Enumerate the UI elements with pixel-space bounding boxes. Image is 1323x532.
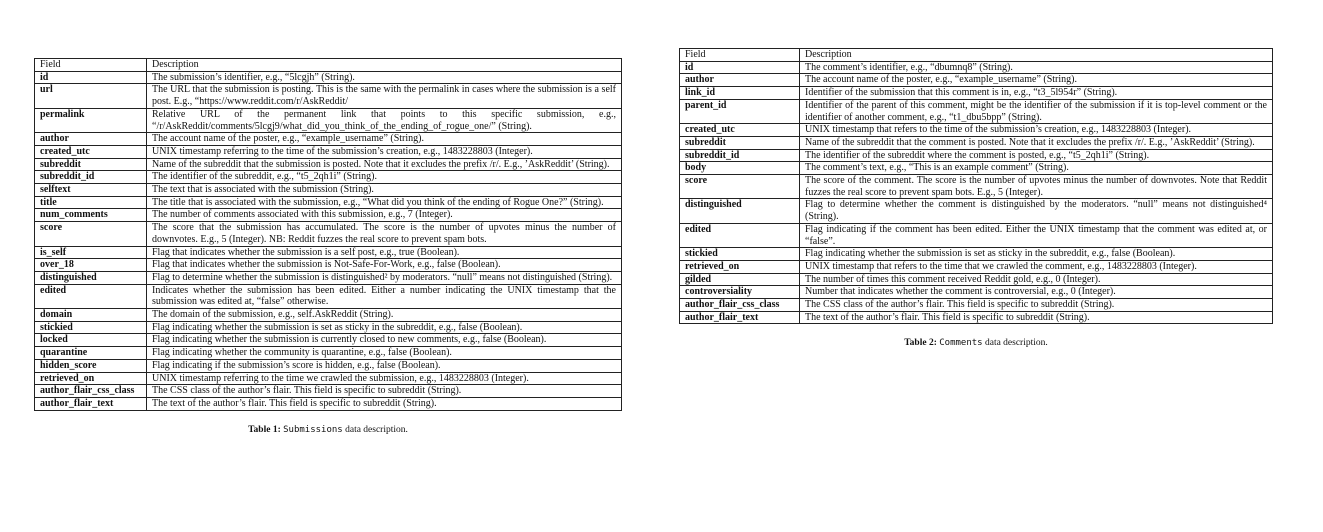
field-name-cell: score [680, 175, 800, 199]
field-name-cell: edited [35, 284, 147, 308]
table-row [35, 309, 622, 322]
field-description-cell: The number of comments associated with this submission, e.g., 7 (Integer). [147, 209, 622, 222]
table-row [680, 223, 1273, 247]
table-row [35, 359, 622, 372]
field-name-cell: hidden_score [35, 359, 147, 372]
table-row [35, 321, 622, 334]
field-name-cell: distinguished [35, 271, 147, 284]
table-row [680, 87, 1273, 100]
table-row [35, 334, 622, 347]
field-name-cell: author_flair_text [680, 311, 800, 324]
field-name-cell: id [680, 61, 800, 74]
column-header-description: Description [800, 49, 1273, 62]
table-row [680, 99, 1273, 123]
table-row [35, 171, 622, 184]
table-row [680, 299, 1273, 312]
field-name-cell: retrieved_on [680, 260, 800, 273]
table-row [680, 260, 1273, 273]
field-name-cell: parent_id [680, 99, 800, 123]
table-row [35, 133, 622, 146]
table-row [35, 284, 622, 308]
table1-caption-mono: Submissions [283, 424, 343, 435]
field-name-cell: author [680, 74, 800, 87]
field-description-cell: Flag to determine whether the submission is distinguished² by moderators. “null” means not distinguished (String). [147, 271, 622, 284]
table-row [35, 184, 622, 197]
table-row [680, 136, 1273, 149]
field-description-cell: The submission’s identifier, e.g., “5lcgjh” (String). [147, 71, 622, 84]
field-description-cell: The score that the submission has accumulated. The score is the number of upvotes minus the number of downvotes. E.g., 5 (Integer). NB: Reddit fuzzes the real score to prevent spam bots. [147, 222, 622, 246]
field-description-cell: The text of the author’s flair. This field is specific to subreddit (String). [800, 311, 1273, 324]
field-description-cell: Flag indicating if the comment has been edited. Either the UNIX timestamp that the comment was edited at, or “false”. [800, 223, 1273, 247]
field-description-cell: The domain of the submission, e.g., self.AskReddit (String). [147, 309, 622, 322]
field-name-cell: edited [680, 223, 800, 247]
field-name-cell: subreddit_id [35, 171, 147, 184]
table-row [35, 271, 622, 284]
table2-caption-label: Table 2: [904, 338, 937, 349]
field-description-cell: UNIX timestamp referring to the time we crawled the submission, e.g., 1483228803 (Integer). [147, 372, 622, 385]
field-description-cell: The text of the author’s flair. This field is specific to subreddit (String). [147, 397, 622, 410]
table-row [35, 347, 622, 360]
column-header-field: Field [680, 49, 800, 62]
comments-table [679, 48, 1273, 324]
field-description-cell: Flag indicating whether the submission is set as sticky in the subreddit, e.g., false (Boolean). [800, 248, 1273, 261]
field-description-cell: The account name of the poster, e.g., “example_username” (String). [800, 74, 1273, 87]
table2-caption [679, 338, 1273, 348]
field-name-cell: distinguished [680, 199, 800, 223]
field-description-cell: The account name of the poster, e.g., “example_username” (String). [147, 133, 622, 146]
table-row [35, 246, 622, 259]
table-row [680, 124, 1273, 137]
field-name-cell: domain [35, 309, 147, 322]
table2-caption-mono: Comments [939, 338, 983, 349]
table-row [680, 248, 1273, 261]
field-description-cell: Flag to determine whether the comment is distinguished by the moderators. “null” means not distinguished⁴ (String). [800, 199, 1273, 223]
field-description-cell: Indicates whether the submission has been edited. Either a number indicating the UNIX timestamp that the submission was edited at, “false” otherwise. [147, 284, 622, 308]
table-row [35, 196, 622, 209]
field-name-cell: num_comments [35, 209, 147, 222]
table-row [680, 149, 1273, 162]
field-name-cell: author_flair_css_class [680, 299, 800, 312]
field-name-cell: author_flair_css_class [35, 385, 147, 398]
table-row [35, 222, 622, 246]
submissions-table-block [34, 58, 622, 435]
field-description-cell: Number that indicates whether the comment is controversial, e.g., 0 (Integer). [800, 286, 1273, 299]
field-description-cell: Relative URL of the permanent link that points to this specific submission, e.g., “/r/AskReddit/comments/5lcgj9/what_did_you_think_of_the_ending_of_rogue_one/” (String). [147, 108, 622, 132]
field-name-cell: author [35, 133, 147, 146]
field-name-cell: selftext [35, 184, 147, 197]
table-row [35, 145, 622, 158]
table-row [35, 209, 622, 222]
table-row [35, 158, 622, 171]
field-name-cell: controversiality [680, 286, 800, 299]
field-name-cell: url [35, 84, 147, 108]
field-name-cell: body [680, 162, 800, 175]
field-description-cell: Flag indicating whether the submission is set as sticky in the subreddit, e.g., false (Boolean). [147, 321, 622, 334]
field-name-cell: link_id [680, 87, 800, 100]
field-description-cell: UNIX timestamp that refers to the time that we crawled the comment, e.g., 1483228803 (Integer). [800, 260, 1273, 273]
table1-caption [34, 425, 622, 435]
column-header-field: Field [35, 59, 147, 72]
field-description-cell: The score of the comment. The score is the number of upvotes minus the number of downvotes. Note that Reddit fuzzes the real score to prevent spam bots. E.g., 5 (Integer). [800, 175, 1273, 199]
field-description-cell: Flag indicating if the submission’s score is hidden, e.g., false (Boolean). [147, 359, 622, 372]
field-name-cell: subreddit [35, 158, 147, 171]
field-name-cell: author_flair_text [35, 397, 147, 410]
field-description-cell: Flag that indicates whether the submission is Not-Safe-For-Work, e.g., false (Boolean). [147, 259, 622, 272]
field-description-cell: Identifier of the parent of this comment, might be the identifier of the submission if it is top-level comment or the identifier of another comment, e.g., “t1_dbu5bpp” (String). [800, 99, 1273, 123]
table-row [35, 372, 622, 385]
column-header-description: Description [147, 59, 622, 72]
field-description-cell: Identifier of the submission that this comment is in, e.g., “t3_5l954r” (String). [800, 87, 1273, 100]
field-name-cell: retrieved_on [35, 372, 147, 385]
field-name-cell: over_18 [35, 259, 147, 272]
field-name-cell: stickied [35, 321, 147, 334]
field-description-cell: Name of the subreddit that the submission is posted. Note that it excludes the prefix /r/. E.g., ’AskReddit’ (String). [147, 158, 622, 171]
field-name-cell: score [35, 222, 147, 246]
field-description-cell: UNIX timestamp referring to the time of the submission’s creation, e.g., 1483228803 (Integer). [147, 145, 622, 158]
field-description-cell: The comment’s identifier, e.g., “dbumnq8” (String). [800, 61, 1273, 74]
table-row [680, 175, 1273, 199]
field-description-cell: The title that is associated with the submission, e.g., “What did you think of the ending of Rogue One?” (String). [147, 196, 622, 209]
table-header-row [680, 49, 1273, 62]
table-row [680, 74, 1273, 87]
field-name-cell: created_utc [35, 145, 147, 158]
field-name-cell: permalink [35, 108, 147, 132]
field-description-cell: Flag indicating whether the submission is currently closed to new comments, e.g., false (Boolean). [147, 334, 622, 347]
field-description-cell: Flag indicating whether the community is quarantine, e.g., false (Boolean). [147, 347, 622, 360]
table-row [35, 84, 622, 108]
field-name-cell: locked [35, 334, 147, 347]
field-name-cell: stickied [680, 248, 800, 261]
table-row [35, 108, 622, 132]
field-name-cell: subreddit [680, 136, 800, 149]
table1-caption-text: data description. [345, 424, 408, 435]
field-name-cell: id [35, 71, 147, 84]
table-row [680, 286, 1273, 299]
table-row [35, 385, 622, 398]
table-header-row [35, 59, 622, 72]
field-description-cell: UNIX timestamp that refers to the time of the submission’s creation, e.g., 1483228803 (Integer). [800, 124, 1273, 137]
table-row [35, 259, 622, 272]
table2-caption-text: data description. [984, 338, 1048, 349]
field-name-cell: created_utc [680, 124, 800, 137]
field-description-cell: The text that is associated with the submission (String). [147, 184, 622, 197]
table-row [680, 273, 1273, 286]
field-name-cell: title [35, 196, 147, 209]
table-row [680, 311, 1273, 324]
field-name-cell: subreddit_id [680, 149, 800, 162]
field-description-cell: The CSS class of the author’s flair. This field is specific to subreddit (String). [147, 385, 622, 398]
field-description-cell: The URL that the submission is posting. This is the same with the permalink in cases where the submission is a self post. E.g., “https://www.reddit.com/r/AskReddit/ [147, 84, 622, 108]
submissions-table-body [35, 71, 622, 410]
table-row [35, 397, 622, 410]
field-description-cell: The comment’s text, e.g., “This is an example comment” (String). [800, 162, 1273, 175]
field-name-cell: quarantine [35, 347, 147, 360]
table-row [35, 71, 622, 84]
field-description-cell: The identifier of the subreddit where the comment is posted, e.g., “t5_2qh1i” (String). [800, 149, 1273, 162]
field-name-cell: is_self [35, 246, 147, 259]
field-description-cell: The number of times this comment received Reddit gold, e.g., 0 (Integer). [800, 273, 1273, 286]
field-name-cell: gilded [680, 273, 800, 286]
submissions-table [34, 58, 622, 411]
field-description-cell: The CSS class of the author’s flair. This field is specific to subreddit (String). [800, 299, 1273, 312]
table-row [680, 199, 1273, 223]
field-description-cell: Flag that indicates whether the submission is a self post, e.g., true (Boolean). [147, 246, 622, 259]
comments-table-block [679, 48, 1273, 348]
table-row [680, 162, 1273, 175]
table-row [680, 61, 1273, 74]
field-description-cell: The identifier of the subreddit, e.g., “t5_2qh1i” (String). [147, 171, 622, 184]
table1-caption-label: Table 1: [248, 424, 281, 435]
field-description-cell: Name of the subreddit that the comment is posted. Note that it excludes the prefix /r/. E.g., ’AskReddit’ (String). [800, 136, 1273, 149]
comments-table-body [680, 61, 1273, 324]
